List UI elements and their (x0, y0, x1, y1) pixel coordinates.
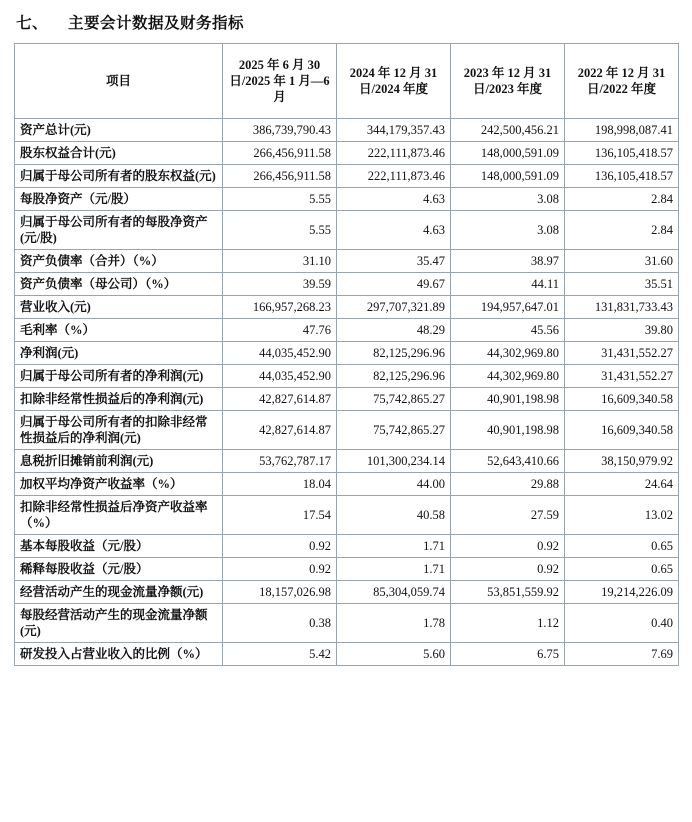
row-value: 31.60 (565, 250, 679, 273)
row-value: 4.63 (337, 188, 451, 211)
row-value: 0.40 (565, 604, 679, 643)
row-value: 5.60 (337, 643, 451, 666)
row-label: 归属于母公司所有者的每股净资产(元/股) (15, 211, 223, 250)
row-label: 加权平均净资产收益率（%） (15, 473, 223, 496)
row-value: 3.08 (451, 188, 565, 211)
row-label: 资产负债率（母公司）（%） (15, 273, 223, 296)
row-value: 0.65 (565, 535, 679, 558)
row-value: 5.55 (223, 188, 337, 211)
row-value: 82,125,296.96 (337, 365, 451, 388)
row-label: 经营活动产生的现金流量净额(元) (15, 581, 223, 604)
row-value: 38,150,979.92 (565, 450, 679, 473)
row-value: 1.78 (337, 604, 451, 643)
row-value: 45.56 (451, 319, 565, 342)
row-value: 17.54 (223, 496, 337, 535)
row-label: 归属于母公司所有者的净利润(元) (15, 365, 223, 388)
row-value: 42,827,614.87 (223, 388, 337, 411)
row-value: 27.59 (451, 496, 565, 535)
row-value: 44,035,452.90 (223, 365, 337, 388)
row-label: 每股经营活动产生的现金流量净额(元) (15, 604, 223, 643)
row-value: 242,500,456.21 (451, 119, 565, 142)
column-header-period-3: 2023 年 12 月 31 日/2023 年度 (451, 44, 565, 119)
row-value: 198,998,087.41 (565, 119, 679, 142)
row-value: 101,300,234.14 (337, 450, 451, 473)
row-value: 2.84 (565, 188, 679, 211)
row-value: 16,609,340.58 (565, 388, 679, 411)
table-row (15, 365, 679, 388)
row-label: 毛利率（%） (15, 319, 223, 342)
row-value: 5.42 (223, 643, 337, 666)
row-value: 1.12 (451, 604, 565, 643)
row-value: 1.71 (337, 558, 451, 581)
row-value: 0.38 (223, 604, 337, 643)
section-title: 主要会计数据及财务指标 (68, 15, 245, 32)
table-row (15, 273, 679, 296)
row-value: 82,125,296.96 (337, 342, 451, 365)
row-label: 研发投入占营业收入的比例（%） (15, 643, 223, 666)
row-value: 13.02 (565, 496, 679, 535)
row-value: 131,831,733.43 (565, 296, 679, 319)
column-header-item: 项目 (15, 44, 223, 119)
row-value: 148,000,591.09 (451, 142, 565, 165)
row-value: 75,742,865.27 (337, 411, 451, 450)
row-value: 19,214,226.09 (565, 581, 679, 604)
row-value: 222,111,873.46 (337, 142, 451, 165)
row-value: 16,609,340.58 (565, 411, 679, 450)
row-value: 44,302,969.80 (451, 365, 565, 388)
row-value: 6.75 (451, 643, 565, 666)
row-value: 31.10 (223, 250, 337, 273)
row-value: 44.00 (337, 473, 451, 496)
row-label: 归属于母公司所有者的扣除非经常性损益后的净利润(元) (15, 411, 223, 450)
table-row (15, 581, 679, 604)
table-row (15, 342, 679, 365)
row-value: 1.71 (337, 535, 451, 558)
row-value: 7.69 (565, 643, 679, 666)
row-label: 营业收入(元) (15, 296, 223, 319)
table-row (15, 411, 679, 450)
table-row (15, 643, 679, 666)
row-value: 136,105,418.57 (565, 165, 679, 188)
row-label: 资产负债率（合并）（%） (15, 250, 223, 273)
table-row (15, 604, 679, 643)
table-row (15, 296, 679, 319)
table-row (15, 211, 679, 250)
row-value: 53,851,559.92 (451, 581, 565, 604)
table-row (15, 119, 679, 142)
row-value: 136,105,418.57 (565, 142, 679, 165)
row-value: 266,456,911.58 (223, 165, 337, 188)
row-value: 85,304,059.74 (337, 581, 451, 604)
column-header-period-2: 2024 年 12 月 31 日/2024 年度 (337, 44, 451, 119)
table-row (15, 142, 679, 165)
table-row (15, 188, 679, 211)
row-value: 44,035,452.90 (223, 342, 337, 365)
row-label: 扣除非经常性损益后的净利润(元) (15, 388, 223, 411)
row-value: 5.55 (223, 211, 337, 250)
row-value: 49.67 (337, 273, 451, 296)
row-label: 稀释每股收益（元/股） (15, 558, 223, 581)
row-value: 29.88 (451, 473, 565, 496)
row-value: 75,742,865.27 (337, 388, 451, 411)
row-value: 31,431,552.27 (565, 342, 679, 365)
table-row (15, 319, 679, 342)
row-label: 每股净资产（元/股） (15, 188, 223, 211)
row-value: 38.97 (451, 250, 565, 273)
row-value: 39.80 (565, 319, 679, 342)
row-value: 47.76 (223, 319, 337, 342)
table-row (15, 165, 679, 188)
row-value: 35.47 (337, 250, 451, 273)
row-label: 扣除非经常性损益后净资产收益率（%） (15, 496, 223, 535)
row-value: 386,739,790.43 (223, 119, 337, 142)
financial-data-table (14, 43, 679, 666)
row-label: 净利润(元) (15, 342, 223, 365)
table-row (15, 558, 679, 581)
section-number: 七、 (16, 15, 49, 32)
row-label: 息税折旧摊销前利润(元) (15, 450, 223, 473)
table-header-row (15, 44, 679, 119)
row-value: 31,431,552.27 (565, 365, 679, 388)
row-value: 0.92 (223, 535, 337, 558)
row-value: 40,901,198.98 (451, 388, 565, 411)
row-value: 2.84 (565, 211, 679, 250)
column-header-period-1: 2025 年 6 月 30 日/2025 年 1 月—6 月 (223, 44, 337, 119)
column-header-period-4: 2022 年 12 月 31 日/2022 年度 (565, 44, 679, 119)
row-value: 194,957,647.01 (451, 296, 565, 319)
row-value: 266,456,911.58 (223, 142, 337, 165)
row-value: 52,643,410.66 (451, 450, 565, 473)
table-row (15, 388, 679, 411)
row-value: 0.92 (451, 558, 565, 581)
row-value: 344,179,357.43 (337, 119, 451, 142)
row-value: 4.63 (337, 211, 451, 250)
row-value: 35.51 (565, 273, 679, 296)
row-value: 24.64 (565, 473, 679, 496)
row-label: 基本每股收益（元/股） (15, 535, 223, 558)
row-value: 0.92 (223, 558, 337, 581)
page-title (16, 11, 678, 33)
row-value: 44,302,969.80 (451, 342, 565, 365)
row-value: 148,000,591.09 (451, 165, 565, 188)
row-value: 3.08 (451, 211, 565, 250)
table-body (15, 119, 679, 666)
row-value: 40,901,198.98 (451, 411, 565, 450)
row-value: 18,157,026.98 (223, 581, 337, 604)
row-value: 53,762,787.17 (223, 450, 337, 473)
row-label: 资产总计(元) (15, 119, 223, 142)
row-value: 0.92 (451, 535, 565, 558)
table-row (15, 473, 679, 496)
row-value: 166,957,268.23 (223, 296, 337, 319)
table-row (15, 535, 679, 558)
row-value: 40.58 (337, 496, 451, 535)
row-value: 48.29 (337, 319, 451, 342)
table-row (15, 450, 679, 473)
row-label: 股东权益合计(元) (15, 142, 223, 165)
row-value: 44.11 (451, 273, 565, 296)
table-header (15, 44, 679, 119)
row-value: 42,827,614.87 (223, 411, 337, 450)
row-value: 18.04 (223, 473, 337, 496)
row-value: 0.65 (565, 558, 679, 581)
row-label: 归属于母公司所有者的股东权益(元) (15, 165, 223, 188)
table-row (15, 496, 679, 535)
row-value: 297,707,321.89 (337, 296, 451, 319)
row-value: 222,111,873.46 (337, 165, 451, 188)
row-value: 39.59 (223, 273, 337, 296)
table-row (15, 250, 679, 273)
